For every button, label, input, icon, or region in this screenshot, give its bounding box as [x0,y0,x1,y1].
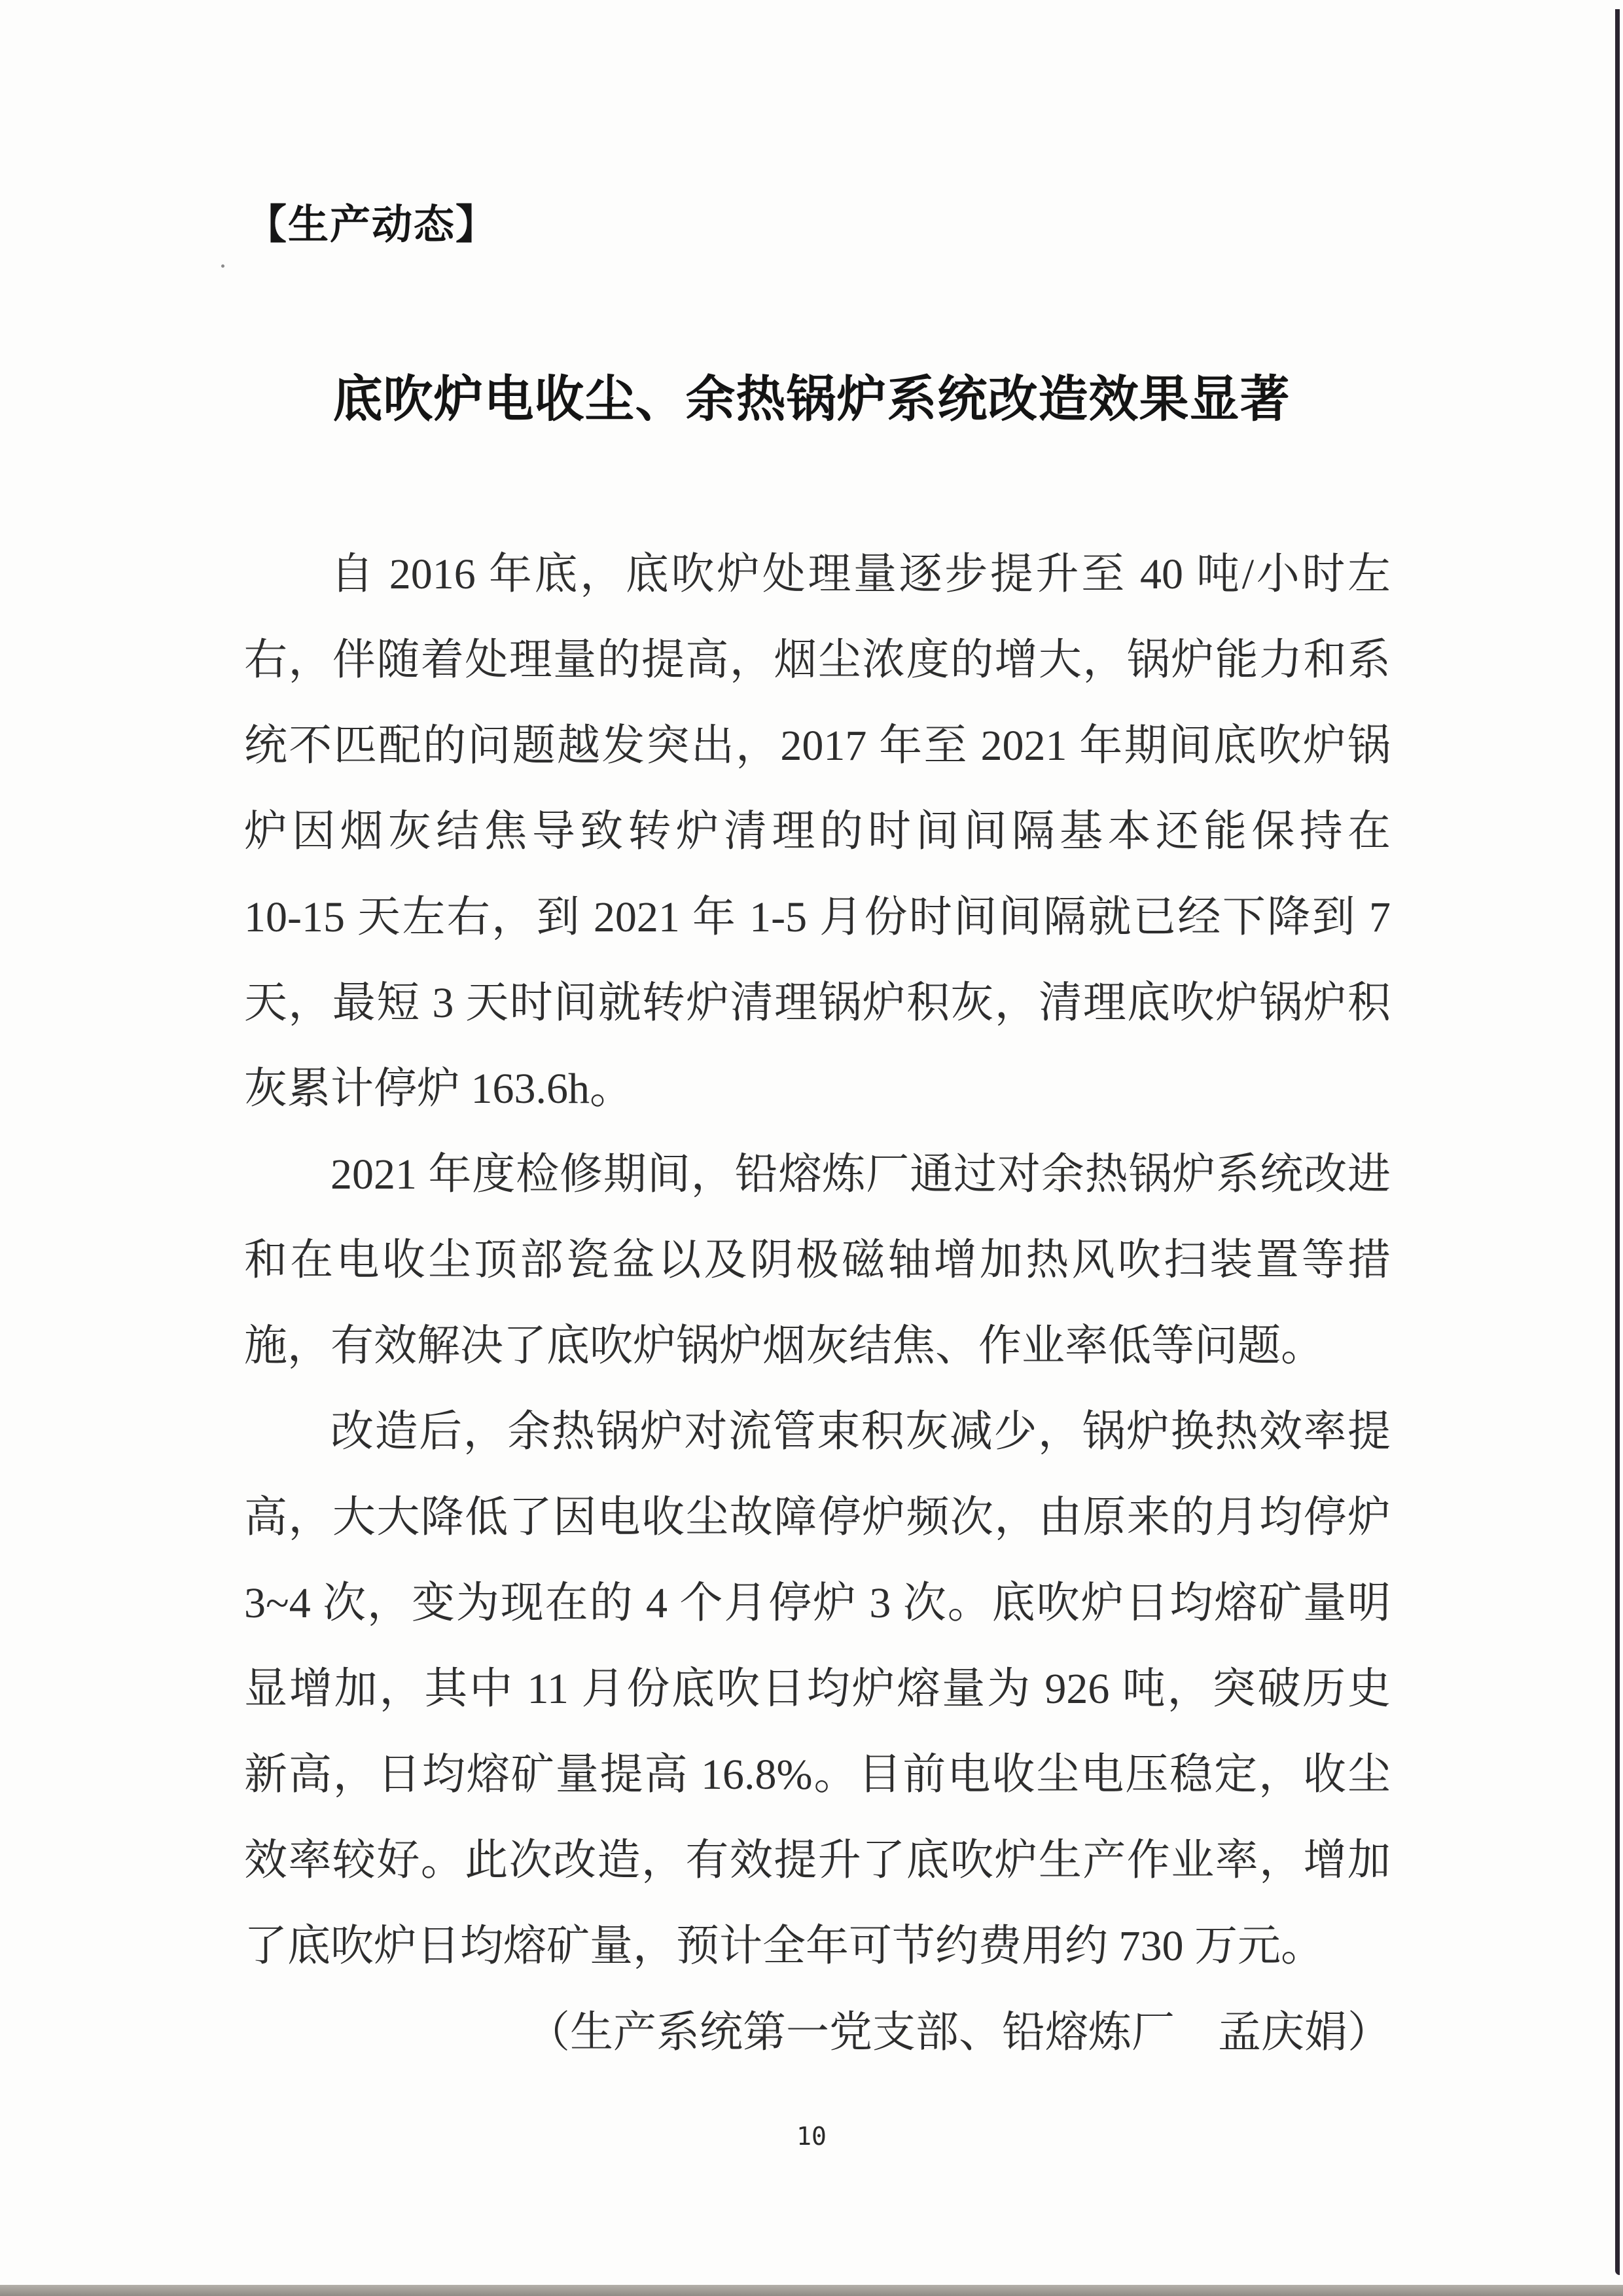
body-line: 了底吹炉日均熔矿量，预计全年可节约费用约 730 万元。 [244,1922,1324,1970]
body-line: 高，大大降低了因电收尘故障停炉频次，由原来的月均停炉 [244,1494,1391,1541]
body-line: 自 2016 年底，底吹炉处理量逐步提升至 40 吨/小时左 [330,550,1391,598]
body-line: 新高，日均熔矿量提高 16.8%。目前电收尘电压稳定，收尘 [244,1751,1391,1799]
body-line: 10-15 天左右，到 2021 年 1-5 月份时间间隔就已经下降到 7 [244,893,1391,941]
scanner-bed-bottom-strip [0,2285,1623,2296]
section-header: 【生产动态】 [246,202,498,247]
body-line: 3~4 次，变为现在的 4 个月停炉 3 次。底吹炉日均熔矿量明 [244,1579,1391,1627]
body-line: 改造后，余热锅炉对流管束积灰减少，锅炉换热效率提 [330,1408,1391,1456]
body-line: 效率较好。此次改造，有效提升了底吹炉生产作业率，增加 [244,1837,1391,1884]
body-line: 右，伴随着处理量的提高，烟尘浓度的增大，锅炉能力和系 [244,636,1391,684]
article-body [244,531,1391,1989]
scan-speck [221,264,224,268]
body-line: 统不匹配的问题越发突出，2017 年至 2021 年期间底吹炉锅 [244,722,1391,770]
body-line: 显增加，其中 11 月份底吹日均炉熔量为 926 吨，突破历史 [244,1665,1391,1713]
body-line: 2021 年度检修期间，铅熔炼厂通过对余热锅炉系统改进 [330,1151,1391,1198]
scan-edge-right-artifact [1615,9,1620,2275]
body-line: 和在电收尘顶部瓷盆以及阴极磁轴增加热风吹扫装置等措 [244,1236,1391,1284]
body-line: 天，最短 3 天时间就转炉清理锅炉积灰，清理底吹炉锅炉积 [244,979,1391,1027]
body-line: 灰累计停炉 163.6h。 [244,1065,633,1113]
body-line: 炉因烟灰结焦导致转炉清理的时间间隔基本还能保持在 [244,808,1391,855]
page-number: 10 [796,2122,827,2151]
byline: （生产系统第一党支部、铅熔炼厂 孟庆娟） [527,2009,1391,2056]
article-title: 底吹炉电收尘、余热锅炉系统改造效果显著 [332,372,1291,427]
body-line: 施，有效解决了底吹炉锅炉烟灰结焦、作业率低等问题。 [244,1322,1324,1370]
